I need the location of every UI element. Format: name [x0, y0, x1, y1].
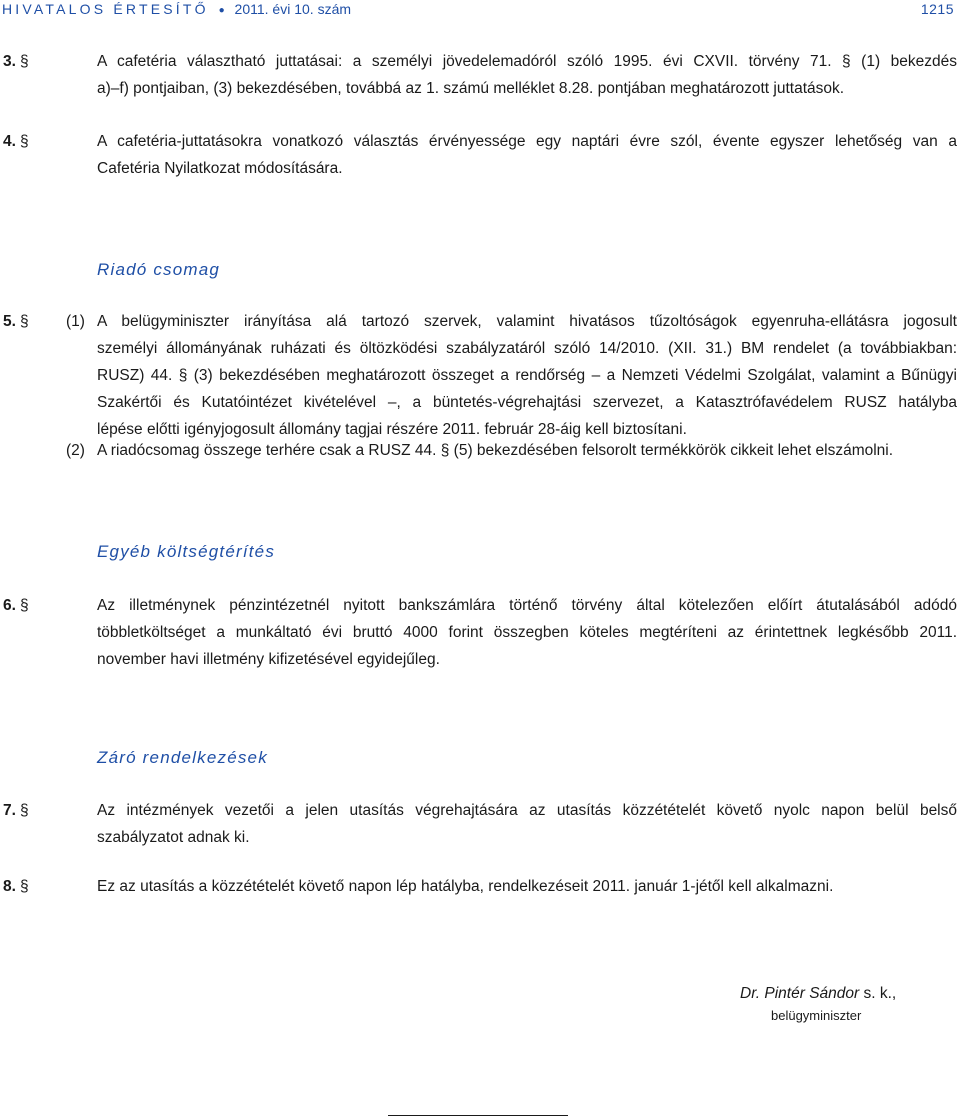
section-6-text	[97, 592, 957, 673]
paragraph-mark: §	[19, 133, 29, 150]
signatory-line	[740, 983, 940, 1005]
paragraph-mark: §	[19, 597, 29, 614]
subsection-label: (2)	[66, 442, 85, 459]
page-header	[2, 0, 958, 18]
text-line: RUSZ) 44. § (3) bekezdésében meghatározott összeget a rendőrség – a Nemzeti Védelmi Szolgálat, valamint a Bűnügyi	[97, 367, 957, 384]
heading-zaro-rendelkezesek: Záró rendelkezések	[97, 748, 268, 767]
text-line: A cafetéria választható juttatásai: a személyi jövedelemadóról szóló 1995. évi CXVII. törvény 71. § (1) bekezdés	[97, 53, 957, 70]
text-line: Az intézmények vezetői a jelen utasítás végrehajtására az utasítás közzétételét követő nyolc napon belül belső	[97, 802, 957, 819]
paragraph-mark: §	[19, 313, 29, 330]
text-line: a)–f) pontjaiban, (3) bekezdésében, továbbá az 1. számú melléklet 8.28. pontjában meghatározott juttatások.	[97, 80, 845, 97]
text-line: többletköltséget a munkáltató évi bruttó 4000 forint összegben köteles megtéríteni az érintettnek legkésőbb 2011.	[97, 624, 957, 641]
section-5-number	[3, 308, 29, 335]
section-number: 5.	[3, 313, 16, 330]
section-number: 8.	[3, 878, 16, 895]
heading-riado-csomag: Riadó csomag	[97, 260, 221, 279]
section-3-number	[3, 48, 29, 75]
section-number: 3.	[3, 53, 16, 70]
issue-label: 2011. évi 10. szám	[234, 1, 352, 17]
paragraph-mark: §	[19, 878, 29, 895]
section-5-paragraph-1	[97, 308, 957, 443]
section-number: 7.	[3, 802, 16, 819]
signatory-title: belügyminiszter	[771, 1008, 862, 1023]
text-line: Az illetménynek pénzintézetnél nyitott bankszámlára történő törvény által kötelezően előírt átutalásából adódó	[97, 597, 957, 614]
text-line: november havi illetmény kifizetésével egyidejűleg.	[97, 651, 440, 668]
section-4-text	[97, 128, 957, 182]
section-8-text	[97, 873, 957, 900]
section-number: 4.	[3, 133, 16, 150]
footer-rule	[388, 1115, 568, 1116]
text-line: személyi állományának ruházati és öltözködési szabályzatáról szóló 14/2010. (XII. 31.) BM rendelet (a továbbiakban:	[97, 340, 957, 357]
page-number: 1215	[920, 1, 954, 17]
heading-egyeb-koltsegterites: Egyéb költségtérítés	[97, 542, 276, 561]
section-6-number	[3, 592, 29, 619]
section-4-number	[3, 128, 29, 155]
paragraph-mark: §	[19, 53, 29, 70]
signature-block	[740, 983, 940, 1025]
text-line: A riadócsomag összege terhére csak a RUSZ 44. § (5) bekezdésében felsorolt termékkörök cikkeit lehet elszámolni.	[97, 442, 894, 459]
section-5-paragraph-2	[97, 437, 957, 464]
section-8-number	[3, 873, 29, 900]
text-line: A cafetéria-juttatásokra vonatkozó választás érvényessége egy naptári évre szól, évente egyszer lehetőség van a	[97, 133, 957, 150]
section-7-number	[3, 797, 29, 824]
text-line: Ez az utasítás a közzétételét követő napon lép hatályba, rendelkezéseit 2011. január 1-jétől kell alkalmazni.	[97, 878, 834, 895]
subsection-label: (1)	[66, 313, 85, 330]
section-number: 6.	[3, 597, 16, 614]
signatory-postfix: s. k.,	[859, 985, 897, 1002]
section-3-text	[97, 48, 957, 102]
journal-title: HIVATALOS ÉRTESÍTŐ	[2, 1, 209, 17]
text-line: Szakértői és Kutatóintézet kivételével –, a büntetés-végrehajtási szervezet, a Katasztrófavédelem RUSZ hatályba	[97, 394, 957, 411]
text-line: Cafetéria Nyilatkozat módosítására.	[97, 160, 343, 177]
text-line: lépése előtti igényjogosult állomány tagjai részére 2011. február 28-áig kell biztosítani.	[97, 421, 687, 438]
section-7-text	[97, 797, 957, 851]
bullet-icon: ●	[218, 5, 225, 16]
paragraph-mark: §	[19, 802, 29, 819]
signatory-name: Dr. Pintér Sándor	[740, 985, 860, 1002]
text-line: A belügyminiszter irányítása alá tartozó szervek, valamint hivatásos tűzoltóságok egyenruha-ellátásra jogosult	[97, 313, 957, 330]
text-line: szabályzatot adnak ki.	[97, 829, 250, 846]
